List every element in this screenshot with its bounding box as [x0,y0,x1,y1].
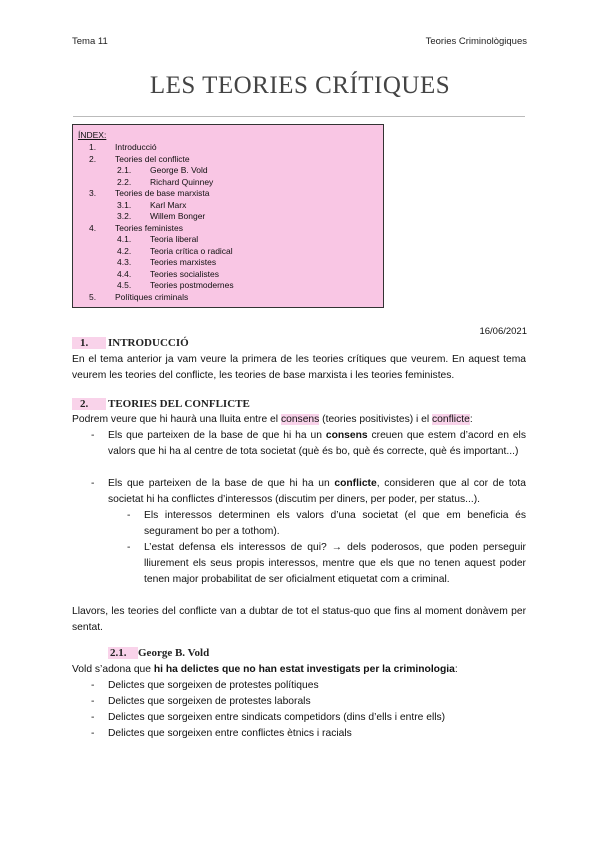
header-right: Teories Criminològiques [425,36,527,47]
bullet-text: Delictes que sorgeixen entre sindicats competidors (dins d’ells i entre ells) [108,712,446,723]
highlight-consens: consens [280,414,320,425]
sub-bullet-estat [127,540,526,588]
index-item-number: 4.4. [117,268,132,279]
intro-text: (teories positivistes) i el [319,414,433,425]
bullet-dash: - [91,478,95,489]
bullet-text: Els interessos determinen els valors d’una societat (el que em beneficia és segurament bo per a tothom). [144,510,526,537]
list-item [91,726,526,742]
section-number: 2.1. [108,647,138,659]
index-item-label: Teoria crítica o radical [150,245,233,256]
document-date: 16/06/2021 [479,326,527,337]
bullet-dash: - [91,728,95,739]
index-item-number: 4.2. [117,245,132,256]
section-title: INTRODUCCIÓ [108,337,189,349]
bullet-dash: - [127,510,131,521]
list-item [91,694,526,710]
bullet-text: Els que parteixen de la base de que hi ha un [108,430,326,441]
intro-text: : [454,664,458,675]
index-item-number: 1. [89,142,97,152]
index-item-number: 4. [89,222,97,233]
bullet-dash: - [91,712,95,723]
section-number: 2. [72,398,106,410]
bullet-dash: - [127,542,131,553]
intro-text: Podrem veure que hi haurà una lluita entre el [72,414,281,425]
bullet-dash: - [91,680,95,691]
section-1-paragraph: En el tema anterior ja vam veure la primera de les teories crítiques que veurem. En aquest tema veurem les teories del conflicte, les teories de base marxista i les teories feministes. [72,354,526,381]
index-item-label: Willem Bonger [150,211,206,221]
index-item-label: Teories de base marxista [115,188,210,198]
bullet-dash: - [91,430,95,441]
section-number: 1. [72,337,106,349]
index-item-label: Teories marxistes [150,257,217,267]
index-item-label: Teories socialistes [150,268,219,279]
index-box [72,124,384,308]
header-left: Tema 11 [72,36,108,47]
title-divider [73,116,525,117]
index-item-label: Introducció [115,142,157,152]
bullet-text: creuen que estem d’acord en els valors que hi ha al centre de tota societat (què és bo, què és correcte, què és important...) [108,430,526,457]
section-1-heading [72,337,189,349]
bullet-conflicte [91,476,526,508]
index-item-label: Teories del conflicte [115,153,190,164]
page-title: LES TEORIES CRÍTIQUES [149,72,451,99]
sub-bullet-interessos [127,508,526,540]
bullet-text: L’estat defensa els interessos de qui? → dels poderosos, que poden perseguir lliurement els seus propis interessos, mentre que els que no tenen aquest poder tenen major probabilitat de ser oficialment etiquetat com a criminal. [144,542,526,585]
index-item-number: 2.1. [117,165,132,175]
section-2-1-intro [72,662,526,678]
bullet-text: Delictes que sorgeixen entre conflictes ètnics i racials [108,728,352,739]
bullet-text: , consideren que al cor de tota societat hi ha conflictes d’interessos (discutim per diners, per poder, per status...). [108,478,526,505]
index-item-label: George B. Vold [150,165,208,175]
bullet-text: Delictes que sorgeixen de protestes polítiques [108,680,319,691]
intro-text: : [469,414,473,425]
index-item-number: 3. [89,188,97,198]
highlight-conflicte: conflicte [432,414,470,425]
index-item-label: Karl Marx [150,199,187,210]
list-item [91,678,526,694]
bullet-text: Delictes que sorgeixen de protestes laborals [108,696,311,707]
bullet-text: Els que parteixen de la base de que hi ha un [108,478,335,489]
index-item-number: 5. [89,291,97,302]
bullet-dash: - [91,696,95,707]
index-item-number: 3.1. [117,199,132,210]
section-title: George B. Vold [138,647,210,659]
index-item-label: Teoria liberal [150,234,199,244]
section-title: TEORIES DEL CONFLICTE [108,398,250,410]
index-item-number: 4.3. [117,257,132,267]
index-heading: ÍNDEX: [78,130,107,140]
index-item-number: 4.1. [117,234,132,244]
list-item [91,710,526,726]
index-item-label: Polítiques criminals [115,291,189,302]
bullet-consens [91,428,526,460]
section-2-heading [72,398,250,410]
bullet-bold: consens [325,430,368,441]
bullet-bold: conflicte [334,478,377,489]
index-item-number: 2. [89,153,97,164]
section-2-1-heading [108,647,209,659]
index-item-number: 2.2. [117,176,132,187]
section-2-conclusion: Llavors, les teories del conflicte van a dubtar de tot el status-quo que fins al moment donàvem per sentat. [72,606,526,633]
index-item-number: 4.5. [117,280,132,290]
index-item-label: Teories feministes [115,222,184,233]
section-2-intro [72,412,526,428]
index-item-label: Richard Quinney [150,176,214,187]
intro-text: Vold s’adona que [72,664,154,675]
intro-bold: hi ha delictes que no han estat investigats per la criminologia [153,664,455,675]
index-item-number: 3.2. [117,211,132,221]
index-item-label: Teories postmodernes [150,280,234,290]
